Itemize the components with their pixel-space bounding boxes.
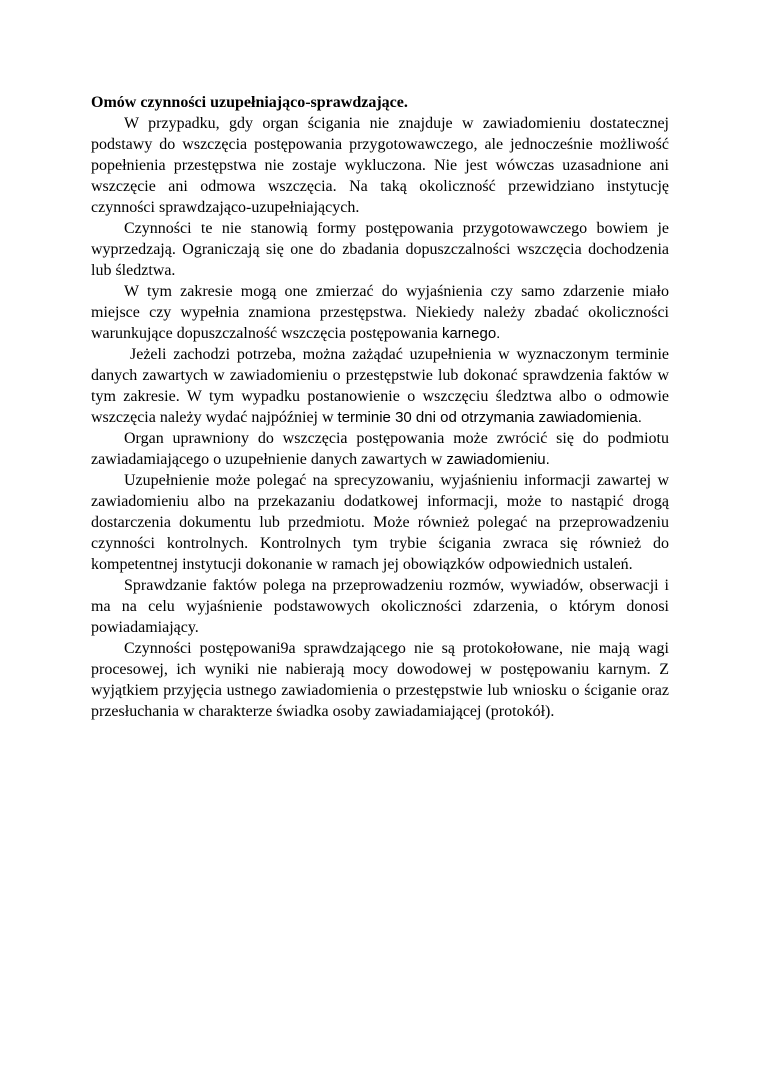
paragraph-3-text: W tym zakresie mogą one zmierzać do wyjaśnienia czy samo zdarzenie miało miejsce czy wypełnia znamiona przestępstwa. Niekiedy należy zbadać okoliczności warunkujące dopuszczalność wszczęcia postępowania	[91, 283, 669, 342]
paragraph-1-text: W przypadku, gdy organ ścigania nie znajduje w zawiadomieniu dostatecznej podstawy do wszczęcia postępowania przygotowawczego, ale jednocześnie możliwość popełnienia przestępstwa nie zostaje wykluczona. Nie jest wówczas uzasadnione ani wszczęcie ani odmowa wszczęcia. Na taką okoliczność przewidziano instytucję czynności sprawdzająco-uzupełniających.	[91, 115, 669, 216]
paragraph-7-text: Sprawdzanie faktów polega na przeprowadzeniu rozmów, wywiadów, obserwacji i ma na celu wyjaśnienie podstawowych okoliczności zdarzenia, o którym donosi powiadamiający.	[91, 577, 669, 636]
paragraph-3-tail: karnego.	[441, 325, 501, 342]
paragraph-2	[91, 218, 669, 281]
paragraph-5-text: Organ uprawniony do wszczęcia postępowania może zwrócić się do podmiotu zawiadamiającego o uzupełnienie danych zawartych w	[91, 430, 669, 468]
paragraph-2-text: Czynności te nie stanowią formy postępowania przygotowawczego bowiem je wyprzedzają. Ograniczają się one do zbadania dopuszczalności wszczęcia dochodzenia lub śledztwa.	[91, 220, 669, 279]
paragraph-4	[91, 344, 669, 428]
paragraph-1	[91, 113, 669, 218]
paragraph-4-text: Jeżeli zachodzi potrzeba, można zażądać uzupełnienia w wyznaczonym terminie danych zawartych w zawiadomieniu o przestępstwie lub dokonać sprawdzenia faktów w tym zakresie. W tym wypadku postanowienie o wszczęciu śledztwa albo o odmowie wszczęcia należy wydać najpóźniej w	[91, 346, 669, 426]
paragraph-8	[91, 638, 669, 722]
paragraph-4-tail: terminie 30 dni od otrzymania zawiadomienia.	[337, 409, 642, 426]
paragraph-3	[91, 281, 669, 344]
paragraph-8-text: Czynności postępowani9a sprawdzającego nie są protokołowane, nie mają wagi procesowej, ich wyniki nie nabierają mocy dowodowej w postępowaniu karnym. Z wyjątkiem przyjęcia ustnego zawiadomienia o przestępstwie lub wniosku o ściganie oraz przesłuchania w charakterze świadka osoby zawiadamiającej (protokół).	[91, 640, 669, 720]
paragraph-6-text: Uzupełnienie może polegać na sprecyzowaniu, wyjaśnieniu informacji zawartej w zawiadomieniu albo na przekazaniu dodatkowej informacji, może to nastąpić drogą dostarczenia dokumentu lub przedmiotu. Może również polegać na przeprowadzeniu czynności kontrolnych. Kontrolnych tym trybie ścigania zwraca się również do kompetentnej instytucji dokonanie w ramach jej obowiązków odpowiednich ustaleń.	[91, 472, 669, 573]
document-title: Omów czynności uzupełniająco-sprawdzające.	[91, 94, 408, 111]
paragraph-6	[91, 470, 669, 575]
document-page	[91, 92, 669, 722]
paragraph-7	[91, 575, 669, 638]
paragraph-5	[91, 428, 669, 470]
paragraph-5-tail: zawiadomieniu.	[446, 451, 550, 468]
